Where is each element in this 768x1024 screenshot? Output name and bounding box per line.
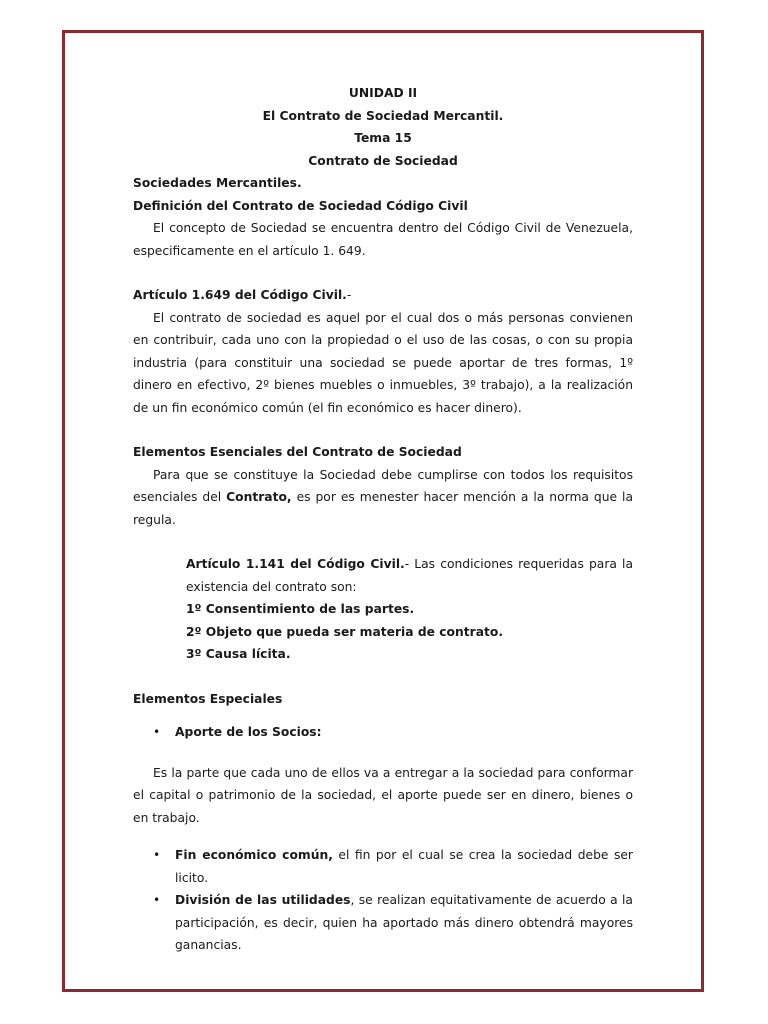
aporte-bullet-list: [133, 721, 633, 744]
condition-item-2: 2º Objeto que pueda ser materia de contrato.: [186, 624, 503, 639]
esenciales-paragraph: [133, 464, 633, 532]
bullet-icon: •: [153, 848, 161, 862]
article-1141-paragraph: [186, 553, 633, 598]
unit-title: UNIDAD II: [348, 86, 418, 100]
article-1649-suffix: -: [346, 288, 352, 302]
section-heading-esenciales: Elementos Esenciales del Contrato de Sociedad: [133, 445, 462, 459]
bullet-icon: •: [153, 725, 161, 739]
condition-item-3: 3º Causa lícita.: [186, 647, 291, 661]
topic-number: Tema 15: [354, 131, 412, 145]
list-item-division: [133, 889, 633, 957]
aporte-label: Aporte de los Socios:: [175, 725, 322, 739]
fin-label: Fin económico común,: [175, 848, 333, 862]
fin-text: el fin por el cual se crea la sociedad debe ser licito.: [175, 848, 633, 885]
division-label: División de las utilidades: [175, 893, 351, 907]
section-heading-definicion: Definición del Contrato de Sociedad Código Civil: [133, 198, 468, 213]
article-1649-title: Artículo 1.649 del Código Civil.: [133, 288, 347, 302]
section-heading-sociedades: Sociedades Mercantiles.: [133, 176, 302, 190]
esenciales-text-bold: Contrato,: [226, 490, 292, 504]
esenciales-text-after: es por es menester hacer mención a la norma que la regula.: [133, 490, 633, 527]
section-heading-especiales: Elementos Especiales: [133, 691, 283, 706]
topic-title: Contrato de Sociedad: [308, 153, 458, 168]
article-1141-block: [186, 553, 633, 666]
document-body: [133, 82, 633, 957]
condition-item-1: 1º Consentimiento de las partes.: [186, 602, 415, 616]
especiales-bullet-list: [133, 844, 633, 957]
article-1141-title: Artículo 1.141 del Código Civil.: [186, 557, 405, 571]
division-text: , se realizan equitativamente de acuerdo a la participación, es decir, quien ha aportado más dinero obtendrá mayores ganancias.: [175, 893, 633, 952]
esenciales-text-before: Para que se constituye la Sociedad debe cumplirse con todos los requisitos esenciales del: [133, 467, 633, 504]
document-title: El Contrato de Sociedad Mercantil.: [262, 108, 504, 123]
list-item-fin: [133, 844, 633, 889]
definition-paragraph: El concepto de Sociedad se encuentra dentro del Código Civil de Venezuela, especificamente en el artículo 1. 649.: [133, 221, 633, 258]
article-1649-paragraph: El contrato de sociedad es aquel por el cual dos o más personas convienen en contribuir, cada uno con la propiedad o el uso de las cosas, o con su propia industria (para constituir una sociedad se puede aportar de tres formas, 1º dinero en efectivo, 2º bienes muebles o inmuebles, 3º trabajo), a la realización de un fin económico común (el fin económico es hacer dinero).: [133, 310, 633, 415]
aporte-paragraph: Es la parte que cada uno de ellos va a entregar a la sociedad para conformar el capital o patrimonio de la sociedad, el aporte puede ser en dinero, bienes o en trabajo.: [133, 765, 633, 825]
bullet-icon: •: [153, 893, 161, 907]
list-item-aporte: [133, 721, 633, 744]
article-1141-text: - Las condiciones requeridas para la existencia del contrato son:: [186, 557, 633, 594]
article-1649-heading: [133, 284, 633, 307]
